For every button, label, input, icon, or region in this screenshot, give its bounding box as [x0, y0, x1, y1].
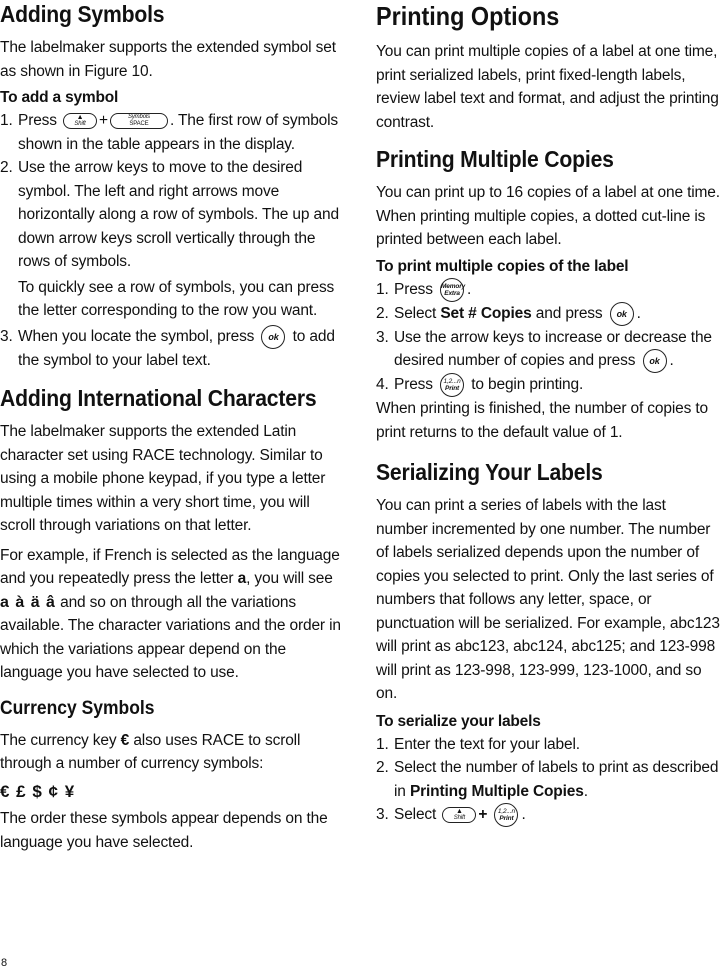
left-column [0, 0, 346, 854]
list-item: 3. Use the arrow keys to increase or decrease the desired number of copies and press ok . [376, 326, 720, 374]
memory-extra-key-icon: Memory Extra [440, 278, 464, 302]
serialize-steps [376, 733, 720, 828]
list-item: 1. Press ▲ Shift + Symbols SPACE . The first row of symbols shown in the table appears in the display. [0, 112, 339, 153]
symbols-space-key-icon: Symbols SPACE [110, 113, 168, 129]
currency-para-1: The currency key € also uses RACE to scroll through a number of currency symbols: [0, 731, 301, 772]
list-item: 2. Select the number of labels to print as described in Printing Multiple Copies. [376, 759, 719, 800]
list-item: 1. Enter the text for your label. [376, 735, 580, 753]
print-key-icon: 1,2...n Print [494, 803, 518, 827]
euro-key: € [120, 731, 130, 749]
currency-para-2: The order these symbols appear depends on the language you have selected. [0, 810, 328, 851]
printing-options-heading: Printing Options [376, 1, 560, 31]
print-key-icon: 1,2...n Print [440, 373, 464, 397]
serializing-heading: Serializing Your Labels [376, 459, 603, 485]
international-characters-heading: Adding International Characters [0, 385, 317, 411]
list-item: 4. Press 1,2...n Print to begin printing. [376, 373, 720, 397]
list-item: 2. Select Set # Copies and press ok . [376, 302, 720, 326]
international-para-2: For example, if French is selected as the language and you repeatedly press the letter a, you will see a à ä â and so on through all the variations available. The character variations and the order in which the variations appear depend on the language you have selected to use. [0, 546, 341, 681]
add-symbol-steps [0, 109, 346, 372]
serialize-procedure-title: To serialize your labels [376, 712, 541, 730]
printing-options-intro: You can print multiple copies of a label at one time, print serialized labels, print fixed-length labels, review label text and format, and adjust the printing contrast. [376, 43, 719, 131]
multiple-copies-procedure-title: To print multiple copies of the label [376, 257, 629, 275]
shift-key-icon: ▲ Shift [442, 807, 476, 823]
international-chars: a à ä â [0, 593, 56, 611]
international-para-1: The labelmaker supports the extended Latin character set using RACE technology. Similar to using a mobile phone keypad, if you type a letter multiple times within a very short time, you will scroll through variations on that letter. [0, 423, 326, 534]
shift-key-icon: ▲ Shift [63, 113, 97, 129]
serializing-intro: You can print a series of labels with the last number incremented by one number. The number of labels serialized depends upon the number of copies you selected to print. Only the last series of numbers that follows any letter, space, or punctuation will be serialized. For example, abc123 will print as abc123, abc124, abc125; and 123-998 will print as 123-998, 123-999, 123-1000, and so on. [376, 497, 720, 702]
multiple-copies-intro: You can print up to 16 copies of a label at one time. When printing multiple copies, a dotted cut-line is printed between each label. [376, 184, 720, 248]
page-number: 8 [1, 957, 8, 969]
currency-symbols-list: € £ $ ¢ ¥ [0, 781, 76, 801]
currency-symbols-heading: Currency Symbols [0, 697, 155, 719]
ok-key-icon: ok [610, 302, 634, 326]
ok-key-icon: ok [261, 325, 285, 349]
list-item: 1. Press Memory Extra . [376, 278, 720, 302]
ok-key-icon: ok [643, 349, 667, 373]
list-item: 2. Use the arrow keys to move to the desired symbol. The left and right arrows move horizontally along a row of symbols. The up and down arrow keys scroll vertically through the rows of symbols. [0, 159, 339, 270]
multiple-copies-steps [376, 278, 720, 398]
list-item-note: To quickly see a row of symbols, you can press the letter corresponding to the row you want. [18, 278, 335, 319]
adding-symbols-intro: The labelmaker supports the extended symbol set as shown in Figure 10. [0, 39, 336, 80]
multiple-copies-outro: When printing is finished, the number of copies to print returns to the default value of 1. [376, 400, 708, 441]
printing-multiple-copies-heading: Printing Multiple Copies [376, 146, 614, 172]
list-item: 3. When you locate the symbol, press ok to add the symbol to your label text. [0, 325, 346, 373]
list-item: 3. Select ▲ Shift + 1,2...n Print . [376, 803, 720, 827]
adding-symbols-heading: Adding Symbols [0, 1, 165, 27]
add-symbol-procedure-title: To add a symbol [0, 89, 119, 106]
right-column [376, 0, 720, 827]
